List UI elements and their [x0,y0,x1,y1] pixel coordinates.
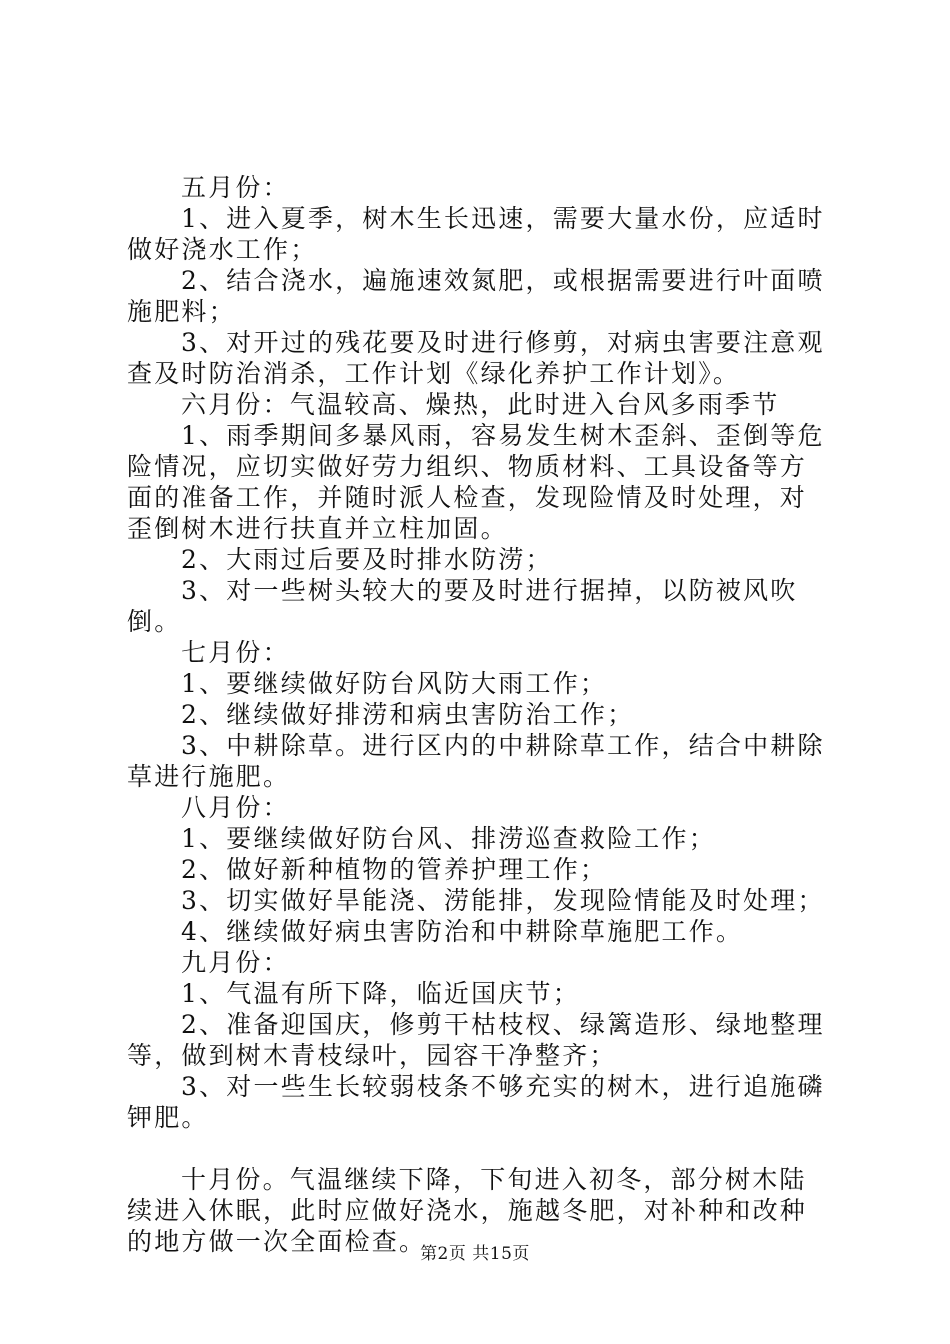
paragraph: 2、继续做好排涝和病虫害防治工作； [181,700,635,729]
paragraph: 3、切实做好旱能浇、涝能排，发现险情能及时处理； [181,886,825,915]
heading-may: 五月份： [181,173,290,202]
paragraph: 1、气温有所下降，临近国庆节； [181,979,580,1008]
paragraph: 2、做好新种植物的管养护理工作； [181,855,608,884]
heading-september: 九月份： [181,948,290,977]
paragraph: 1、进入夏季，树木生长迅速，需要大量水份，应适时做好浇水工作； [127,204,825,264]
page-footer: 第2页 共15页 [420,1244,530,1264]
heading-june: 六月份：气温较高、燥热，此时进入台风多雨季节 [181,390,780,419]
paragraph: 2、大雨过后要及时排水防涝； [181,545,553,574]
paragraph: 1、雨季期间多暴风雨，容易发生树木歪斜、歪倒等危险情况，应切实做好劳力组织、物质材料、工具设备等方面的准备工作，并随时派人检查，发现险情及时处理，对歪倒树木进行扶直并立柱加固。 [127,421,825,543]
paragraph-spacer [127,1133,833,1164]
paragraph: 4、继续做好病虫害防治和中耕除草施肥工作。 [181,917,744,946]
paragraph: 3、中耕除草。进行区内的中耕除草工作，结合中耕除草进行施肥。 [127,731,825,791]
heading-august: 八月份： [181,793,290,822]
heading-july: 七月份： [181,638,290,667]
document-body [127,172,833,1257]
paragraph-october: 十月份。气温继续下降，下旬进入初冬，部分树木陆续进入休眠，此时应做好浇水，施越冬肥，对补种和改种的地方做一次全面检查。 [127,1165,808,1256]
paragraph: 3、对开过的残花要及时进行修剪，对病虫害要注意观查及时防治消杀，工作计划《绿化养护工作计划》。 [127,328,825,388]
paragraph: 1、要继续做好防台风防大雨工作； [181,669,608,698]
paragraph: 2、结合浇水，遍施速效氮肥，或根据需要进行叶面喷施肥料； [127,266,825,326]
paragraph: 3、对一些树头较大的要及时进行据掉，以防被风吹倒。 [127,576,798,636]
paragraph: 2、准备迎国庆，修剪干枯枝杈、绿篱造形、绿地整理等，做到树木青枝绿叶，园容干净整齐； [127,1010,825,1070]
paragraph: 3、对一些生长较弱枝条不够充实的树木，进行追施磷钾肥。 [127,1072,825,1132]
paragraph: 1、要继续做好防台风、排涝巡查救险工作； [181,824,716,853]
